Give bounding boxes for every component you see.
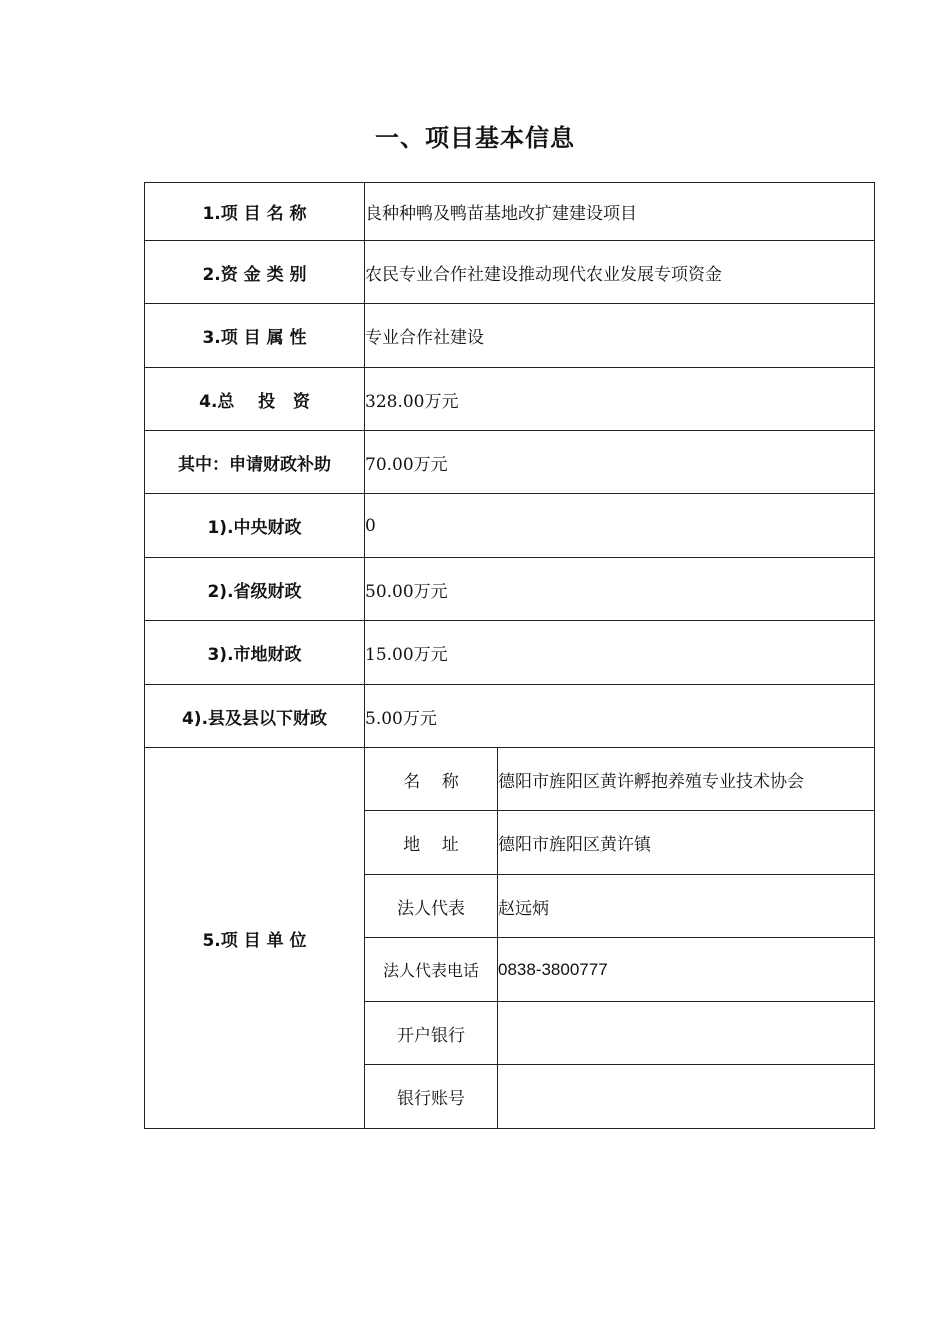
unit-name-value: 德阳市旌阳区黄许孵抱养殖专业技术协会 [498, 748, 875, 811]
fiscal-subsidy-label: 其中：申请财政补助 [145, 431, 365, 494]
table-row [145, 685, 875, 748]
project-unit-label: 5.项 目 单 位 [145, 748, 365, 1129]
bank-account-label: 银行账号 [365, 1065, 498, 1129]
unit-name-label: 名 称 [365, 748, 498, 811]
fund-type-value: 农民专业合作社建设推动现代农业发展专项资金 [365, 241, 875, 304]
table-row [145, 621, 875, 685]
bank-value [498, 1002, 875, 1065]
provincial-fiscal-value: 50.00万元 [365, 558, 875, 621]
unit-address-value: 德阳市旌阳区黄许镇 [498, 811, 875, 875]
bank-account-value [498, 1065, 875, 1129]
table-row [145, 183, 875, 241]
central-fiscal-value: 0 [365, 494, 875, 558]
central-fiscal-label: 1).中央财政 [145, 494, 365, 558]
municipal-fiscal-label: 3).市地财政 [145, 621, 365, 685]
bank-label: 开户银行 [365, 1002, 498, 1065]
unit-address-label: 地 址 [365, 811, 498, 875]
county-fiscal-value: 5.00万元 [365, 685, 875, 748]
table-row [145, 431, 875, 494]
project-attribute-value: 专业合作社建设 [365, 304, 875, 368]
project-attribute-label: 3.项 目 属 性 [145, 304, 365, 368]
county-fiscal-label: 4).县及县以下财政 [145, 685, 365, 748]
legal-rep-label: 法人代表 [365, 875, 498, 938]
project-name-label: 1.项 目 名 称 [145, 183, 365, 241]
page-title: 一、项目基本信息 [375, 124, 575, 152]
legal-rep-value: 赵远炳 [498, 875, 875, 938]
total-investment-label: 4.总 投 资 [145, 368, 365, 431]
table-row [145, 241, 875, 304]
legal-rep-phone-value: 0838-3800777 [498, 938, 875, 1002]
provincial-fiscal-label: 2).省级财政 [145, 558, 365, 621]
legal-rep-phone-label: 法人代表电话 [365, 938, 498, 1002]
table-row [145, 368, 875, 431]
fund-type-label: 2.资 金 类 别 [145, 241, 365, 304]
municipal-fiscal-value: 15.00万元 [365, 621, 875, 685]
total-investment-value: 328.00万元 [365, 368, 875, 431]
project-info-table [144, 182, 875, 1129]
project-name-value: 良种种鸭及鸭苗基地改扩建建设项目 [365, 183, 875, 241]
table-row [145, 558, 875, 621]
table-row [145, 494, 875, 558]
table-row [145, 304, 875, 368]
table-row [145, 748, 875, 811]
fiscal-subsidy-value: 70.00万元 [365, 431, 875, 494]
